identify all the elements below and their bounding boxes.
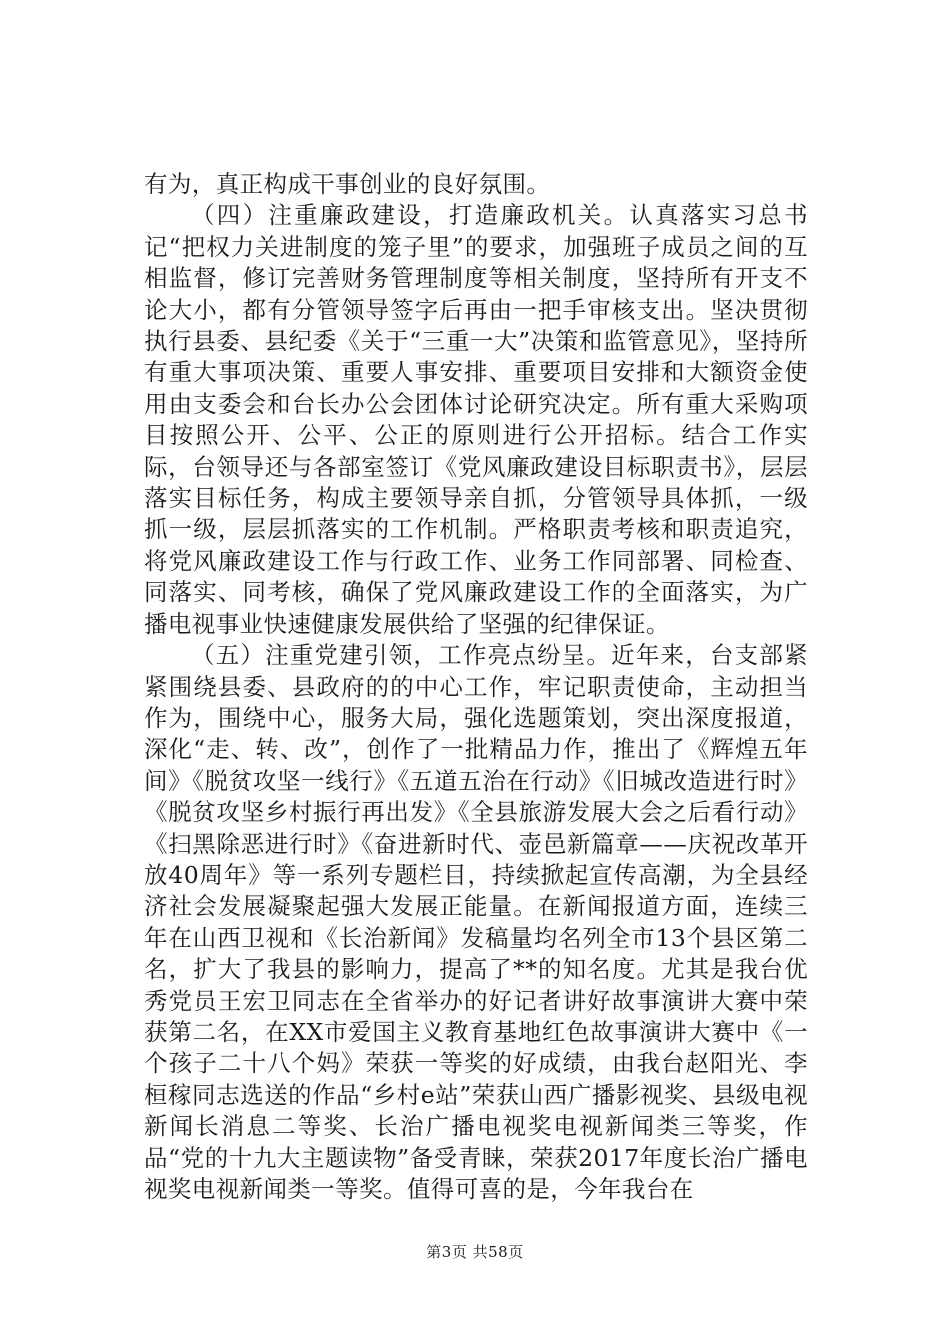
paragraph-1: 有为，真正构成干事创业的良好氛围。 — [144, 170, 551, 198]
page-footer: 第3页 共58页 — [426, 1243, 524, 1261]
document-body — [144, 169, 808, 1205]
paragraph-3: （五）注重党建引领，工作亮点纷呈。近年来，台支部紧紧围绕县委、县政府的的中心工作，牢记职责使命，主动担当作为，围绕中心，服务大局，强化选题策划，突出深度报道，深化“走、转、改”，创作了一批精品力作，推出了《辉煌五年间》《脱贫攻坚一线行》《五道五治在行动》《旧城改造进行时》《脱贫攻坚乡村振行再出发》《全县旅游发展大会之后看行动》《扫黑除恶进行时》《奋进新时代、壶邑新篇章——庆祝改革开放40周年》等一系列专题栏目，持续掀起宣传高潮，为全县经济社会发展凝聚起强大发展正能量。在新闻报道方面，连续三年在山西卫视和《长治新闻》发稿量均名列全市13个县区第二名，扩大了我县的影响力，提高了**的知名度。尤其是我台优秀党员王宏卫同志在全省举办的好记者讲好故事演讲大赛中荣获第二名，在XX市爱国主义教育基地红色故事演讲大赛中《一个孩子二十八个妈》荣获一等奖的好成绩，由我台赵阳光、李桓稼同志选送的作品“乡村e站”荣获山西广播影视奖、县级电视新闻长消息二等奖、长治广播电视奖电视新闻类三等奖，作品“党的十九大主题读物”备受青睐，荣获2017年度长治广播电视奖电视新闻类一等奖。值得可喜的是，今年我台在 — [144, 641, 808, 1203]
paragraph-2: （四）注重廉政建设，打造廉政机关。认真落实习总书记“把权力关进制度的笼子里”的要求，加强班子成员之间的互相监督，修订完善财务管理制度等相关制度，坚持所有开支不论大小，都有分管领导签字后再由一把手审核支出。坚决贯彻执行县委、县纪委《关于“三重一大”决策和监管意见》，坚持所有重大事项决策、重要人事安排、重要项目安排和大额资金使用由支委会和台长办公会团体讨论研究决定。所有重大采购项目按照公开、公平、公正的原则进行公开招标。结合工作实际，台领导还与各部室签订《党风廉政建设目标职责书》，层层落实目标任务，构成主要领导亲自抓，分管领导具体抓，一级抓一级，层层抓落实的工作机制。严格职责考核和职责追究，将党风廉政建设工作与行政工作、业务工作同部署、同检查、同落实、同考核，确保了党风廉政建设工作的全面落实，为广播电视事业快速健康发展供给了坚强的纪律保证。 — [144, 201, 808, 638]
